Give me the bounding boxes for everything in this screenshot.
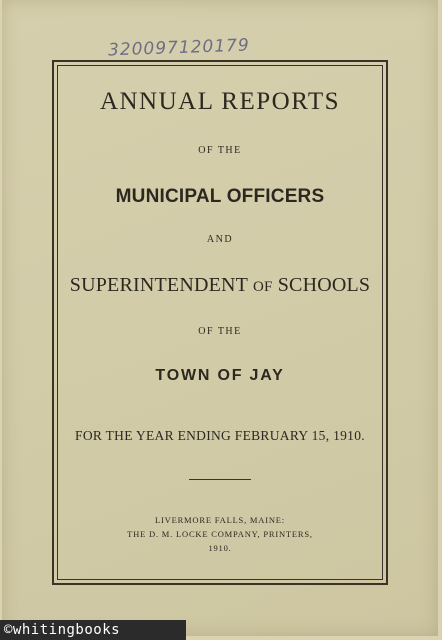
cover-year-ending: FOR THE YEAR ENDING FEBRUARY 15, 1910. xyxy=(75,428,365,443)
imprint-printer: THE D. M. LOCKE COMPANY, PRINTERS, xyxy=(127,529,313,539)
cover-and: AND xyxy=(206,234,234,245)
cover-municipal-officers: MUNICIPAL OFFICERS xyxy=(115,186,325,207)
imprint-place: LIVERMORE FALLS, MAINE: xyxy=(155,515,285,525)
cover-divider-rule xyxy=(189,479,251,480)
cover-of-the-1: OF THE xyxy=(198,145,242,156)
seller-watermark: ©whitingbooks xyxy=(0,620,186,640)
cover-superintendent-of-schools xyxy=(57,274,383,297)
superintendent-of-word: OF xyxy=(252,279,273,295)
handwritten-catalog-number: 320097120179 xyxy=(107,35,251,61)
cover-border-inner xyxy=(57,65,383,580)
cover-town-name: TOWN OF JAY xyxy=(155,367,285,384)
schools-word: SCHOOLS xyxy=(272,274,371,296)
superintendent-word: SUPERINTENDENT xyxy=(69,274,253,296)
cover-title: ANNUAL REPORTS xyxy=(99,88,341,115)
cover-of-the-2: OF THE xyxy=(198,326,242,337)
imprint-year: 1910. xyxy=(208,543,232,553)
